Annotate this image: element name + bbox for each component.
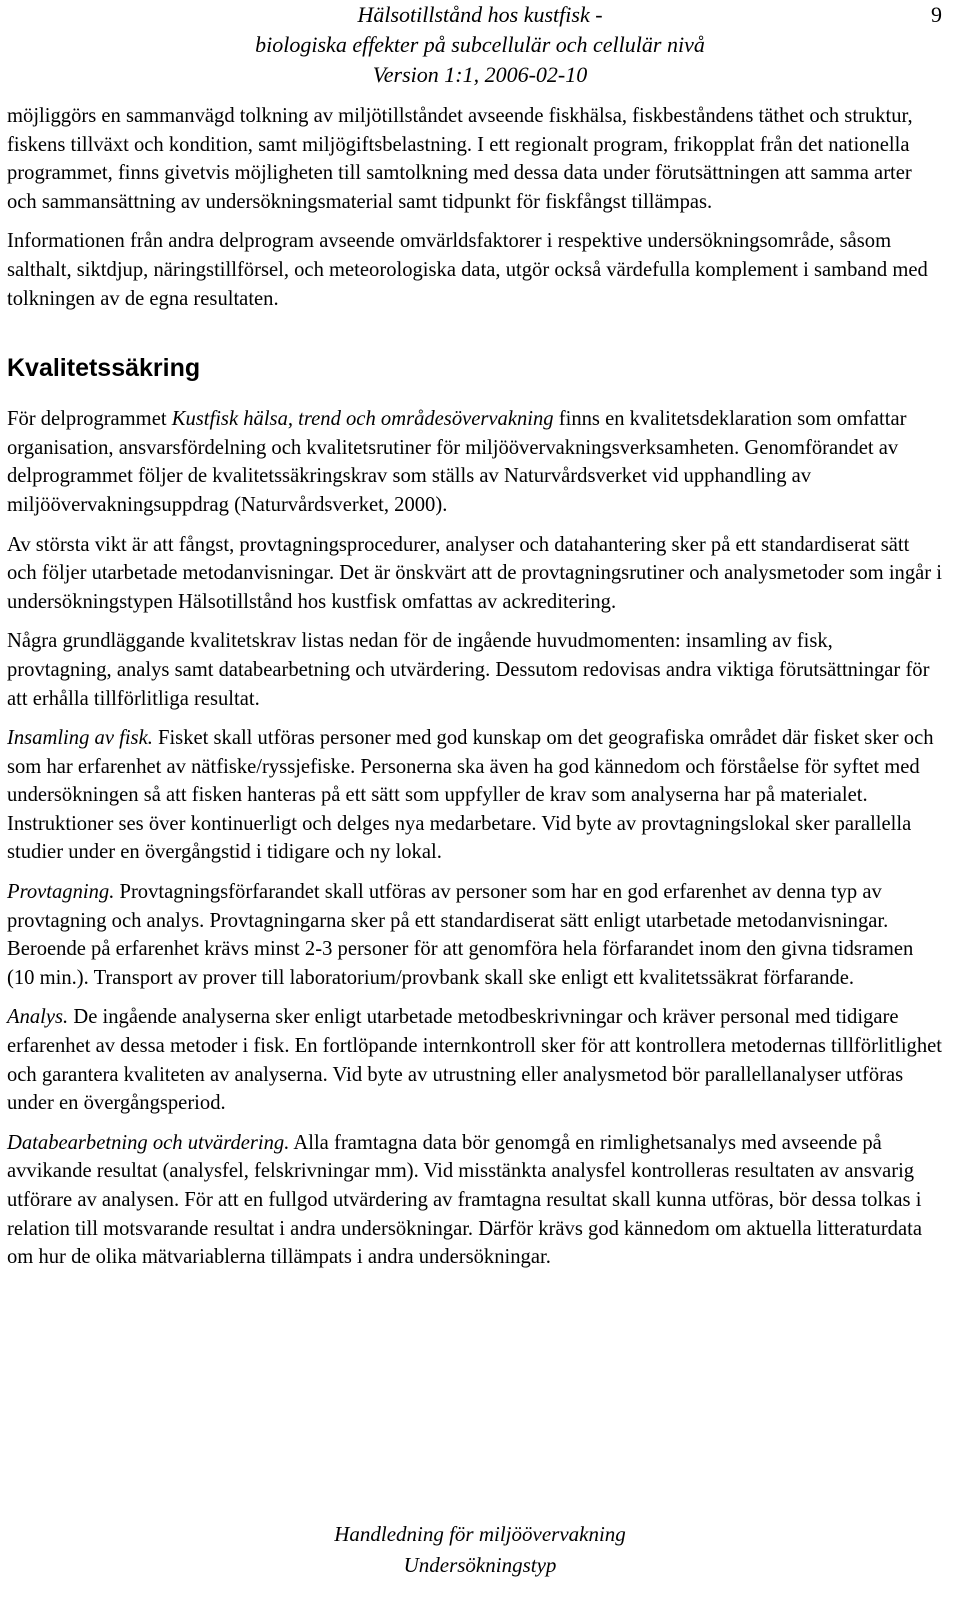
section-heading: Kvalitetssäkring bbox=[7, 354, 201, 383]
program-name-italic: Kustfisk hälsa, trend och områdesövervakning bbox=[171, 408, 554, 431]
paragraph-standardisation: Av största vikt är att fångst, provtagningsprocedurer, analyser och datahantering sker på ett standardiserat sätt och följer utarbetade metodanvisningar. Det är önskvärt att de provtagningsrutiner och analysmetoder som ingår i undersökningstypen Hälsotillstånd hos kustfisk omfattas av ackreditering. bbox=[7, 533, 943, 613]
paragraph-data-processing bbox=[7, 1129, 942, 1272]
page-body bbox=[7, 102, 942, 1283]
item-term: Databearbetning och utvärdering. bbox=[7, 1131, 290, 1154]
paragraph-intro-continued: möjliggörs en sammanvägd tolkning av miljötillståndet avseende fiskhälsa, fiskbeståndens täthet och struktur, fiskens tillväxt och kondition, samt miljögiftsbelastning. I ett regionalt program, frikopplat från det nationella programmet, finns givetvis möjligheten till samtolkning med dessa data under förutsättningen att samma arter och sammansättning av undersökningsmaterial samt tidpunkt för fiskfångst tillämpas. bbox=[7, 105, 913, 213]
page-number: 9 bbox=[931, 2, 942, 27]
running-header bbox=[0, 0, 960, 90]
item-text: De ingående analyserna sker enligt utarbetade metodbeskrivningar och kräver personal med tidigare erfarenhet av dessa metoder i fisk. En fortlöpande internkontroll sker för att kontrollera metodernas tillförlitlighet och garantera kvaliteten av analyserna. Vid byte av utrustning eller analysmetod bör parallellanalyser utföras under en övergångsperiod. bbox=[7, 1006, 942, 1115]
footer-survey-type: Undersökningstyp bbox=[403, 1553, 557, 1577]
running-footer bbox=[0, 1519, 960, 1581]
paragraph-other-subprograms: Informationen från andra delprogram avseende omvärldsfaktorer i respektive undersökningsområde, såsom salthalt, siktdjup, näringstillförsel, och meteorologiska data, utgör också värdefulla komplement i samband med tolkningen av de egna resultaten. bbox=[7, 230, 928, 310]
paragraph-analysis bbox=[7, 1003, 942, 1117]
header-version: Version 1:1, 2006-02-10 bbox=[372, 62, 588, 87]
paragraph-fish-collection bbox=[7, 724, 942, 867]
header-subtitle: biologiska effekter på subcellulär och cellulär nivå bbox=[255, 32, 705, 57]
item-text: Fisket skall utföras personer med god kunskap om det geografiska området där fisket sker och som har erfarenhet av nätfiske/ryssjefiske. Personerna ska även ha god kännedom och förståelse för syftet med undersökningen så att fisken hanteras på ett sätt som uppfyller de krav som analyserna har på materialet. Instruktioner ses över kontinuerligt och delges nya medarbetare. Vid byte av provtagningslokal sker parallella studier under en övergångstid i tidigare och ny lokal. bbox=[7, 727, 934, 864]
text-run: För delprogrammet bbox=[7, 408, 172, 431]
paragraph-basic-requirements: Några grundläggande kvalitetskrav listas nedan för de ingående huvudmomenten: insamling av fisk, provtagning, analys samt databearbetning och utvärdering. Dessutom redovisas andra viktiga förutsättningar för att erhålla tillförlitliga resultat. bbox=[7, 630, 930, 710]
item-term: Insamling av fisk. bbox=[7, 727, 153, 750]
item-term: Analys. bbox=[7, 1006, 69, 1029]
text-run: finns en kvalitetsdeklaration som omfattar organisation, ansvarsfördelning och kvalitetsrutiner för miljöövervakningsverksamheten. Genomförandet av delprogrammet följer de kvalitetssäkringskrav som ställs av Naturvårdsverket vid upphandling av miljöövervakningsuppdrag (Naturvårdsverket, 2000). bbox=[7, 408, 907, 516]
header-title: Hälsotillstånd hos kustfisk - bbox=[357, 2, 603, 27]
footer-handbook: Handledning för miljöövervakning bbox=[334, 1522, 626, 1546]
item-term: Provtagning. bbox=[7, 881, 115, 904]
item-text: Alla framtagna data bör genomgå en rimlighetsanalys med avseende på avvikande resultat (analysfel, felskrivningar mm). Vid misstänkta analysfel kontrolleras resultaten av ansvarig utförare av analysen. För att en fullgod utvärdering av framtagna resultat skall kunna utföras, bör dessa tolkas i relation till motsvarande resultat i andra undersökningar. Därför krävs god kännedom om aktuella litteraturdata om hur de olika mätvariablerna tillämpats i andra undersökningar. bbox=[7, 1131, 922, 1269]
paragraph-sampling bbox=[7, 878, 942, 992]
paragraph-quality-declaration bbox=[7, 405, 942, 519]
item-text: Provtagningsförfarandet skall utföras av personer som har en god erfarenhet av denna typ av provtagning och analys. Provtagningarna sker på ett standardiserat sätt enligt utarbetade metodanvisningar. Beroende på erfarenhet krävs minst 2-3 personer för att genomföra hela förfarandet inom den givna tidsramen (10 min.). Transport av prover till laboratorium/provbank skall ske enligt ett kvalitetssäkrat förfarande. bbox=[7, 881, 914, 989]
